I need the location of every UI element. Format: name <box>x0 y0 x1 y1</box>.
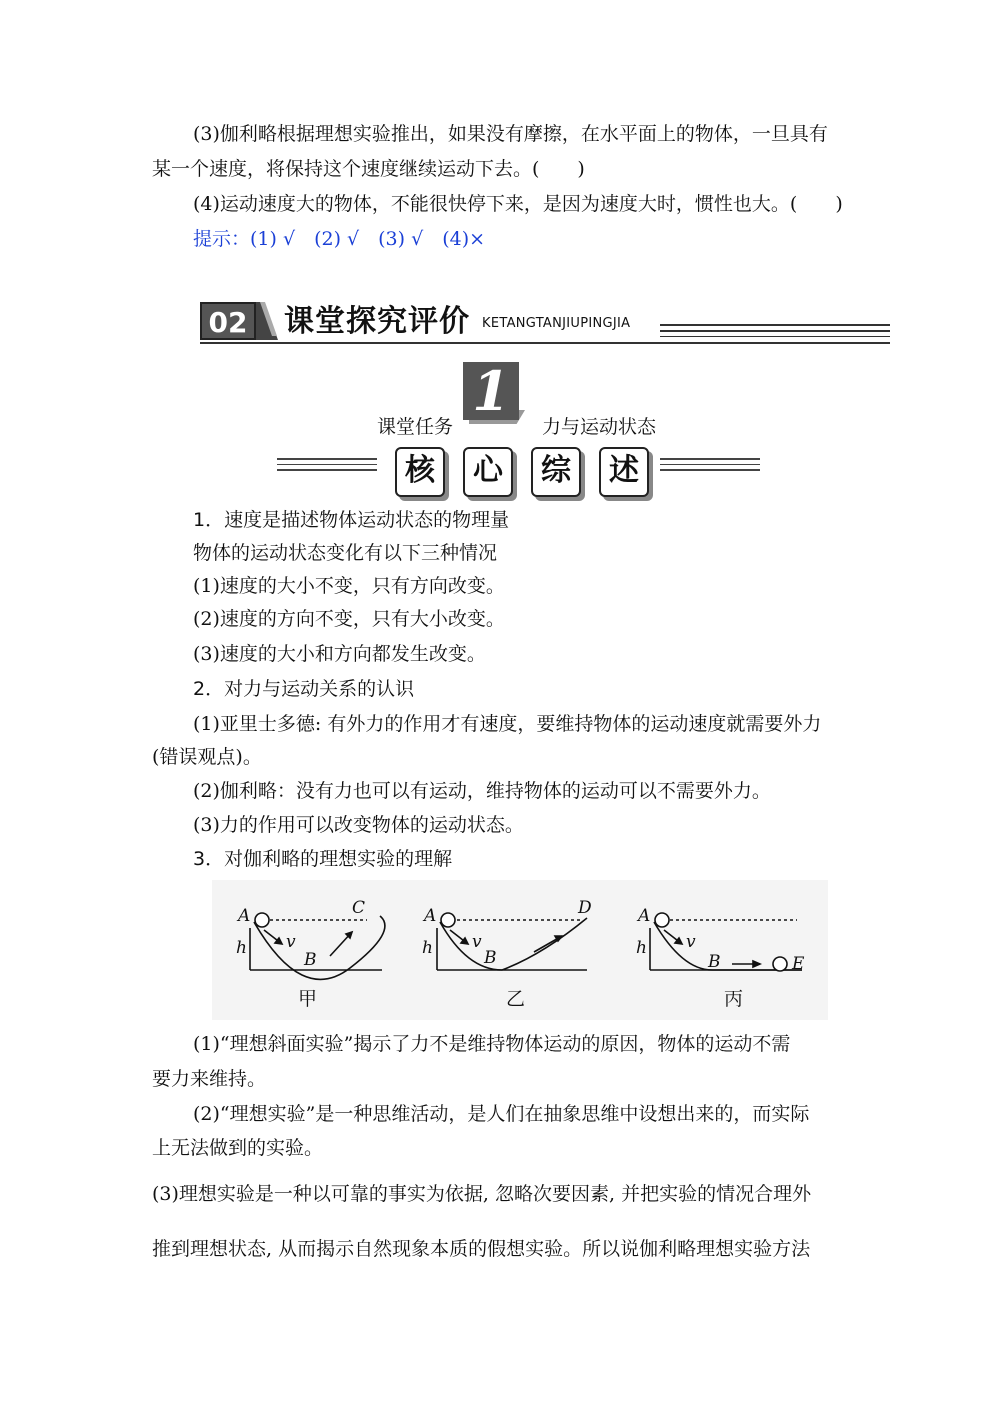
banner-rule <box>660 336 890 337</box>
label-h: h <box>236 938 247 958</box>
task-badge: 1 <box>463 362 519 420</box>
item3-line2: 某一个速度，将保持这个速度继续运动下去。( ) <box>152 158 585 180</box>
paragraph: 上无法做到的实验。 <box>152 1137 324 1159</box>
task-topic: 力与运动状态 <box>542 416 657 438</box>
paragraph: (1)亚里士多德: 有外力的作用才有速度，要维持物体的运动速度就需要外力 <box>193 713 822 735</box>
caption-jia: 甲 <box>298 988 318 1010</box>
paragraph: 物体的运动状态变化有以下三种情况 <box>193 542 498 564</box>
ideal-experiment-figure <box>212 880 828 1020</box>
ball <box>773 957 787 971</box>
banner-bottom-rule <box>200 342 890 344</box>
paragraph: (2)伽利略：没有力也可以有运动，维持物体的运动可以不需要外力。 <box>193 780 771 802</box>
heading-3: 3．对伽利略的理想实验的理解 <box>193 848 453 870</box>
box-char: 核 <box>395 447 445 497</box>
caption-yi: 乙 <box>506 988 526 1010</box>
section-banner <box>200 300 890 344</box>
label-a: A <box>424 906 437 926</box>
banner-rule <box>660 330 890 332</box>
label-b: B <box>304 950 317 970</box>
paragraph: (错误观点)。 <box>152 746 262 768</box>
hint-label: 提示： <box>193 228 251 250</box>
item4: (4)运动速度大的物体，不能很快停下来，是因为速度大时，惯性也大。( ) <box>193 193 843 215</box>
paragraph: (2)速度的方向不变，只有大小改变。 <box>193 608 505 630</box>
hint <box>193 225 485 253</box>
track-curve <box>440 918 587 970</box>
heading-2: 2．对力与运动关系的认识 <box>193 678 415 700</box>
label-c: C <box>352 898 366 918</box>
decorative-rules <box>277 458 377 476</box>
label-h: h <box>422 938 433 958</box>
paragraph: (3)速度的大小和方向都发生改变。 <box>193 643 486 665</box>
ball <box>441 913 455 927</box>
label-v: v <box>286 932 296 952</box>
label-b: B <box>708 952 721 972</box>
paragraph: (2)“理想实验”是一种思维活动，是人们在抽象思维中设想出来的，而实际 <box>193 1103 810 1125</box>
caption-bing: 丙 <box>724 988 744 1010</box>
hint-answers: (1) √ (2) √ (3) √ (4)× <box>250 228 486 250</box>
label-v: v <box>686 932 696 952</box>
label-h: h <box>636 938 647 958</box>
box-char: 述 <box>599 447 649 497</box>
label-b: B <box>484 948 497 968</box>
paragraph: (1)“理想斜面实验”揭示了力不是维持物体运动的原因，物体的运动不需 <box>193 1033 791 1055</box>
core-summary-boxes <box>395 447 649 497</box>
heading-1: 1．速度是描述物体运动状态的物理量 <box>193 509 510 531</box>
label-a: A <box>638 906 651 926</box>
decorative-rules <box>660 458 760 476</box>
paragraph: 要力来维持。 <box>152 1068 267 1090</box>
box-char: 心 <box>463 447 513 497</box>
label-a: A <box>238 906 251 926</box>
box-char: 综 <box>531 447 581 497</box>
label-v: v <box>472 932 482 952</box>
paragraph: (3)理想实验是一种以可靠的事实为依据, 忽略次要因素, 并把实验的情况合理外 <box>152 1183 812 1205</box>
ball <box>255 913 269 927</box>
section-number: 02 <box>200 302 256 340</box>
task-label: 课堂任务 <box>377 416 454 438</box>
ball <box>655 913 669 927</box>
arrow-head <box>753 961 760 967</box>
label-d: D <box>578 898 592 918</box>
section-title: 课堂探究评价 <box>284 304 470 339</box>
item3-line1: (3)伽利略根据理想实验推出，如果没有摩擦，在水平面上的物体，一旦具有 <box>193 123 828 145</box>
paragraph: (1)速度的大小不变，只有方向改变。 <box>193 575 505 597</box>
section-pinyin: KETANGTANJIUPINGJIA <box>482 316 631 331</box>
label-e: E <box>792 954 805 974</box>
paragraph: 推到理想状态, 从而揭示自然现象本质的假想实验。所以说伽利略理想实验方法 <box>152 1238 811 1260</box>
paragraph: (3)力的作用可以改变物体的运动状态。 <box>193 814 524 836</box>
banner-rule <box>660 324 890 326</box>
task-header <box>265 359 785 497</box>
banner-slash-icon <box>256 302 278 340</box>
